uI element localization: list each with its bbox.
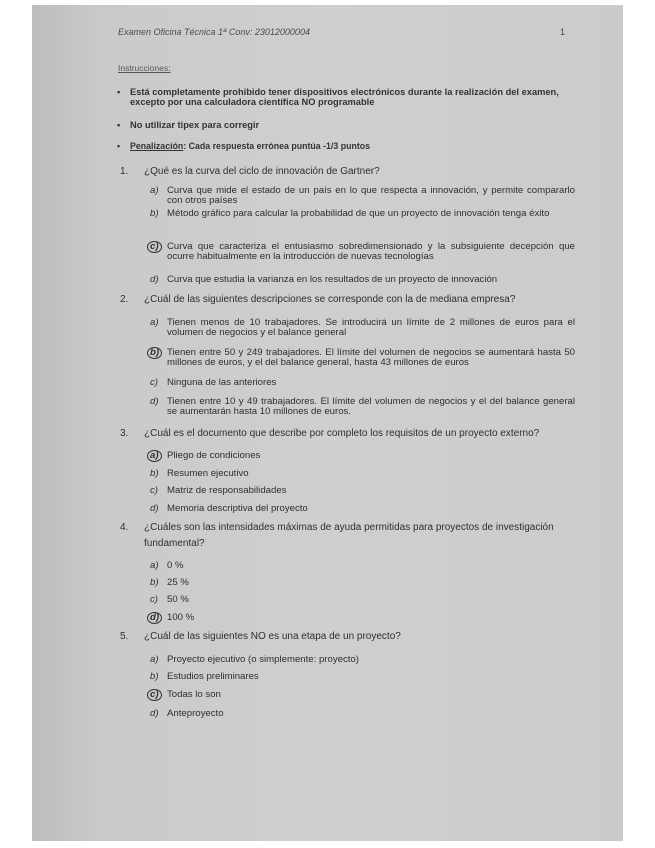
option-text: Estudios preliminares bbox=[167, 671, 259, 682]
penalty-text: : Cada respuesta errónea puntúa -1/3 puntos bbox=[183, 141, 371, 151]
option-letter: b) bbox=[150, 577, 159, 588]
question-number: 4. bbox=[120, 522, 129, 533]
answer-option bbox=[150, 561, 575, 571]
selected-answer-option bbox=[150, 451, 575, 461]
question-number: 2. bbox=[120, 294, 129, 305]
option-letter: d) bbox=[150, 396, 159, 407]
option-letter: c) bbox=[150, 485, 158, 496]
option-letter: c) bbox=[147, 689, 162, 701]
instruction-bullet: • Está completamente prohibido tener dispositivos electrónicos durante la realización del examen, excepto por una calculadora científica NO programable bbox=[117, 87, 559, 107]
question-text: ¿Cuál de las siguientes descripciones se corresponde con la de mediana empresa? bbox=[144, 294, 516, 305]
option-text: 25 % bbox=[167, 577, 189, 588]
answer-option bbox=[150, 397, 575, 417]
option-text: Anteproyecto bbox=[167, 708, 224, 719]
question-text: ¿Cuál es el documento que describe por completo los requisitos de un proyecto externo? bbox=[144, 428, 540, 439]
question-text: ¿Cuál de las siguientes NO es una etapa de un proyecto? bbox=[144, 631, 401, 642]
option-letter: b) bbox=[150, 468, 159, 479]
option-letter: c) bbox=[147, 241, 162, 253]
option-letter: d) bbox=[150, 503, 159, 514]
option-text: Método gráfico para calcular la probabilidad de que un proyecto de innovación tenga éxito bbox=[167, 208, 550, 219]
bullet-text: No utilizar tipex para corregir bbox=[130, 120, 260, 130]
option-letter: b) bbox=[150, 208, 159, 219]
option-text: 100 % bbox=[167, 612, 195, 623]
page-number: 1 bbox=[560, 27, 566, 37]
option-text: Tienen entre 50 y 249 trabajadores. El límite del volumen de negocios se aumentará hasta 50 millones de euros, y el del balance general, hasta 43 millones de euros bbox=[167, 347, 575, 368]
option-text: Tienen entre 10 y 49 trabajadores. El límite del volumen de negocios y el del balance general se aumentarán hasta 10 millones de euros. bbox=[167, 396, 575, 417]
question-text: ¿Cuáles son las intensidades máximas de ayuda permitidas para proyectos de investigación fundamental? bbox=[144, 522, 554, 549]
option-text: Curva que estudia la varianza en los resultados de un proyecto de innovación bbox=[167, 274, 498, 285]
option-letter: a) bbox=[150, 654, 159, 665]
option-letter: a) bbox=[147, 450, 162, 462]
selected-answer-option bbox=[150, 690, 575, 700]
answer-option bbox=[150, 469, 575, 479]
answer-option bbox=[150, 504, 575, 514]
question bbox=[120, 292, 580, 308]
question bbox=[120, 629, 580, 645]
option-letter: c) bbox=[150, 594, 158, 605]
question bbox=[120, 520, 580, 549]
option-letter: c) bbox=[150, 377, 158, 388]
option-letter: a) bbox=[150, 185, 159, 196]
bullet-text: Está completamente prohibido tener dispositivos electrónicos durante la realización del examen, excepto por una calculadora científica NO programable bbox=[130, 87, 559, 107]
option-text: Memoria descriptiva del proyecto bbox=[167, 503, 308, 514]
option-letter: a) bbox=[150, 317, 159, 328]
option-text: Todas lo son bbox=[167, 689, 221, 700]
question-number: 1. bbox=[120, 166, 129, 177]
option-text: Tienen menos de 10 trabajadores. Se introducirá un límite de 2 millones de euros para el volumen de negocios y el balance general bbox=[167, 317, 575, 338]
penalty-label: Penalización bbox=[130, 141, 184, 151]
option-text: Matriz de responsabilidades bbox=[167, 485, 287, 496]
exam-title: Examen Oficina Técnica 1ª Conv: 23012000004 bbox=[118, 27, 310, 37]
answer-option bbox=[150, 186, 575, 206]
option-text: Curva que mide el estado de un país en lo que respecta a innovación, y permite compararlo con otros países bbox=[167, 185, 575, 206]
answer-option bbox=[150, 486, 575, 496]
option-text: Resumen ejecutivo bbox=[167, 468, 249, 479]
option-letter: a) bbox=[150, 560, 159, 571]
instruction-bullet: • No utilizar tipex para corregir bbox=[117, 120, 260, 130]
question-number: 3. bbox=[120, 428, 129, 439]
option-text: 0 % bbox=[167, 560, 184, 571]
option-letter: d) bbox=[150, 708, 159, 719]
answer-option bbox=[150, 655, 575, 665]
option-text: Curva que caracteriza el entusiasmo sobredimensionado y la subsiguiente decepción que ocurre habitualmente en la introducción de nuevas tecnologías bbox=[167, 241, 575, 262]
answer-option bbox=[150, 275, 575, 285]
selected-answer-option bbox=[150, 242, 575, 262]
question-text: ¿Qué es la curva del ciclo de innovación de Gartner? bbox=[144, 166, 380, 177]
answer-option bbox=[150, 209, 575, 219]
answer-option bbox=[150, 595, 575, 605]
question bbox=[120, 164, 580, 180]
instructions-label: Instrucciones: bbox=[118, 63, 171, 73]
answer-option bbox=[150, 672, 575, 682]
selected-answer-option bbox=[150, 613, 575, 623]
selected-answer-option bbox=[150, 348, 575, 368]
option-letter: b) bbox=[150, 671, 159, 682]
option-letter: d) bbox=[147, 612, 162, 624]
answer-option bbox=[150, 709, 575, 719]
question bbox=[120, 426, 580, 442]
option-text: Ninguna de las anteriores bbox=[167, 377, 277, 388]
option-letter: b) bbox=[147, 347, 162, 359]
answer-option bbox=[150, 318, 575, 338]
answer-option bbox=[150, 578, 575, 588]
answer-option bbox=[150, 378, 575, 388]
instruction-bullet-penalty: • Penalización: Cada respuesta errónea puntúa -1/3 puntos bbox=[117, 141, 371, 151]
option-text: Proyecto ejecutivo (o simplemente: proyecto) bbox=[167, 654, 359, 665]
option-text: 50 % bbox=[167, 594, 189, 605]
question-number: 5. bbox=[120, 631, 129, 642]
option-text: Pliego de condiciones bbox=[167, 450, 261, 461]
option-letter: d) bbox=[150, 274, 159, 285]
